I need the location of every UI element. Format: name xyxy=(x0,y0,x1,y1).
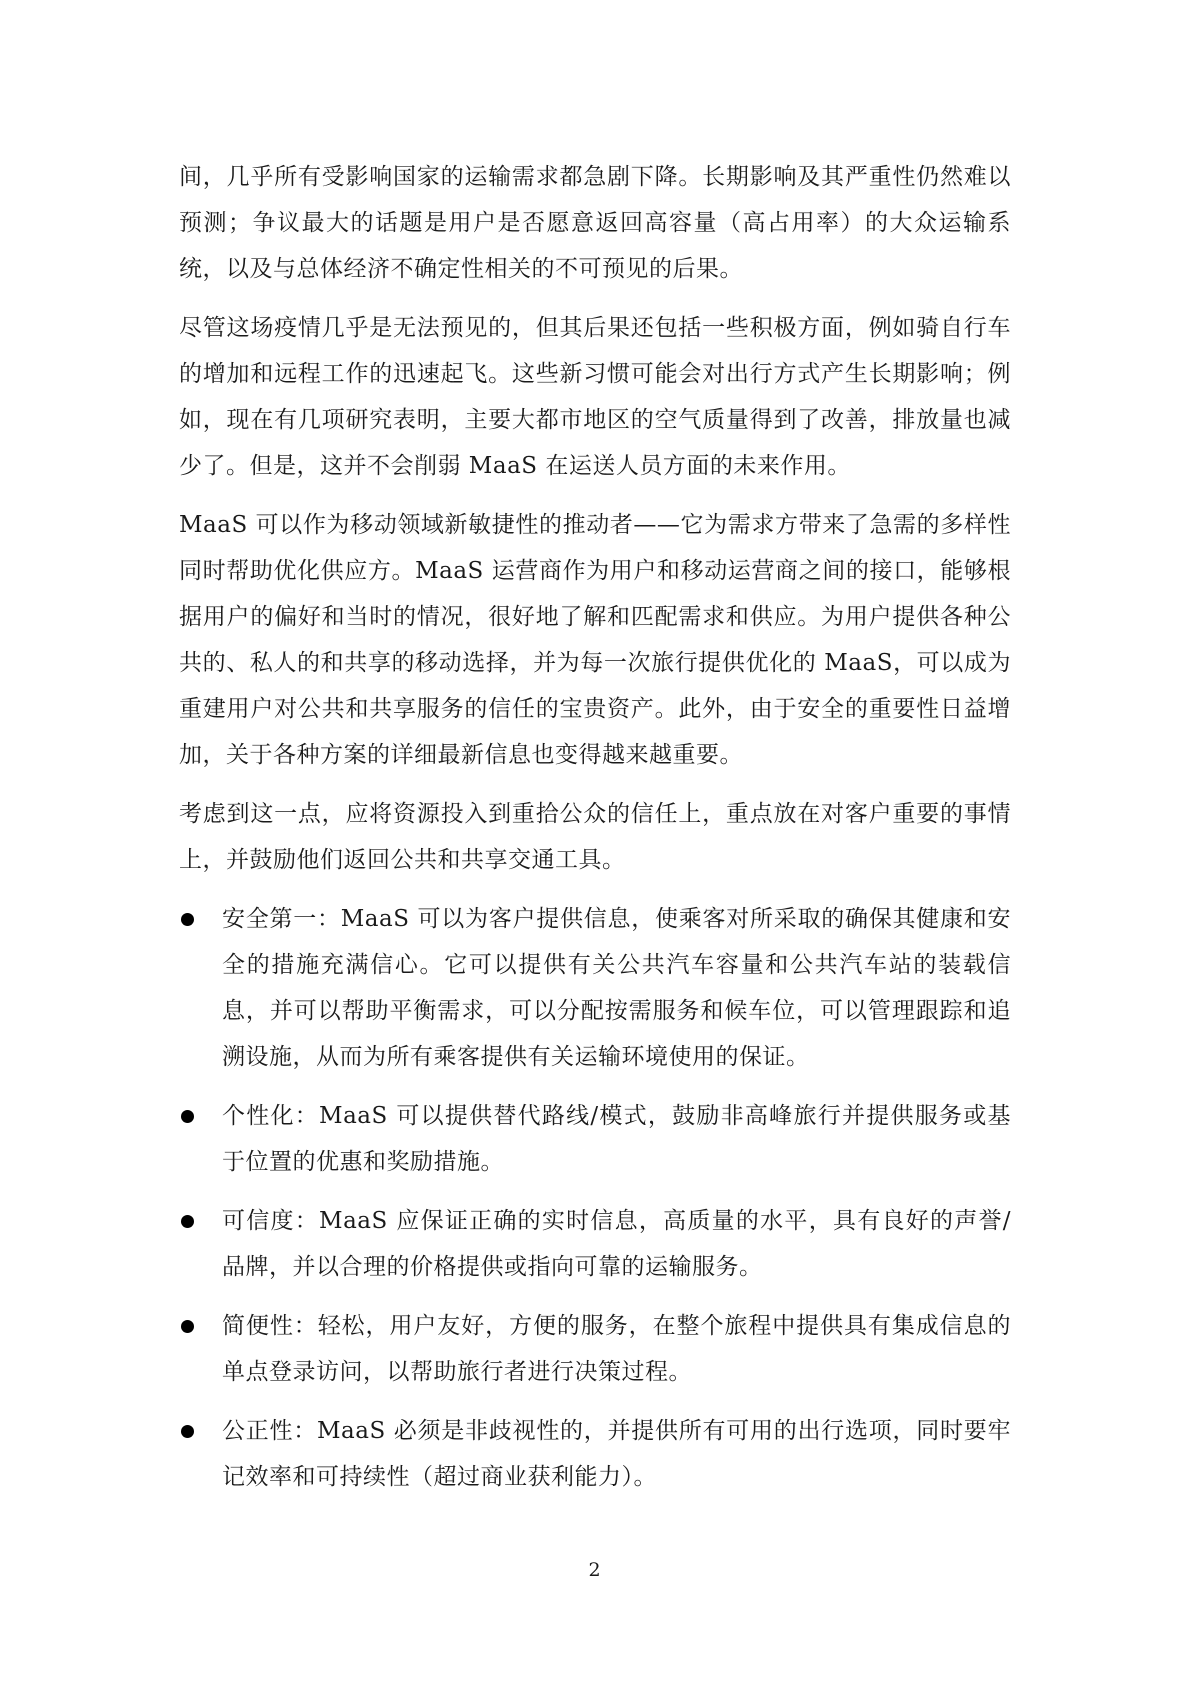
bullet-item-fairness xyxy=(179,1408,1011,1500)
bullet-item-reliability xyxy=(179,1198,1011,1290)
bullet-dot-icon xyxy=(181,1215,194,1228)
paragraph-1: 间，几乎所有受影响国家的运输需求都急剧下降。长期影响及其严重性仍然难以预测；争议最大的话题是用户是否愿意返回高容量（高占用率）的大众运输系统，以及与总体经济不确定性相关的不可预见的后果。 xyxy=(179,164,1011,282)
bullet-dot-icon xyxy=(181,1425,194,1438)
paragraph-4: 考虑到这一点，应将资源投入到重拾公众的信任上，重点放在对客户重要的事情上，并鼓励他们返回公共和共享交通工具。 xyxy=(179,801,1011,873)
bullet-text: 可信度：MaaS 应保证正确的实时信息，高质量的水平，具有良好的声誉/品牌，并以合理的价格提供或指向可靠的运输服务。 xyxy=(222,1208,1011,1280)
bullet-text: 安全第一：MaaS 可以为客户提供信息，使乘客对所采取的确保其健康和安全的措施充满信心。它可以提供有关公共汽车容量和公共汽车站的装载信息，并可以帮助平衡需求，可以分配按需服务和候车位，可以管理跟踪和追溯设施，从而为所有乘客提供有关运输环境使用的保证。 xyxy=(222,906,1011,1070)
bullet-dot-icon xyxy=(181,913,194,926)
bullet-list xyxy=(179,896,1011,1500)
bullet-item-personalization xyxy=(179,1093,1011,1185)
bullet-item-safety xyxy=(179,896,1011,1080)
page-content xyxy=(179,154,1011,1513)
paragraph-2: 尽管这场疫情几乎是无法预见的，但其后果还包括一些积极方面，例如骑自行车的增加和远程工作的迅速起飞。这些新习惯可能会对出行方式产生长期影响；例如，现在有几项研究表明，主要大都市地区的空气质量得到了改善，排放量也减少了。但是，这并不会削弱 MaaS 在运送人员方面的未来作用。 xyxy=(179,315,1011,479)
bullet-text: 公正性：MaaS 必须是非歧视性的，并提供所有可用的出行选项，同时要牢记效率和可持续性（超过商业获利能力）。 xyxy=(222,1418,1011,1490)
paragraph-3: MaaS 可以作为移动领域新敏捷性的推动者——它为需求方带来了急需的多样性同时帮助优化供应方。MaaS 运营商作为用户和移动运营商之间的接口，能够根据用户的偏好和当时的情况，很好地了解和匹配需求和供应。为用户提供各种公共的、私人的和共享的移动选择，并为每一次旅行提供优化的 MaaS，可以成为重建用户对公共和共享服务的信任的宝贵资产。此外，由于安全的重要性日益增加，关于各种方案的详细最新信息也变得越来越重要。 xyxy=(179,512,1011,768)
bullet-dot-icon xyxy=(181,1320,194,1333)
bullet-text: 个性化：MaaS 可以提供替代路线/模式，鼓励非高峰旅行并提供服务或基于位置的优惠和奖励措施。 xyxy=(222,1103,1011,1175)
bullet-item-simplicity xyxy=(179,1303,1011,1395)
page-number: 2 xyxy=(588,1559,601,1581)
bullet-dot-icon xyxy=(181,1110,194,1123)
bullet-text: 简便性：轻松，用户友好，方便的服务，在整个旅程中提供具有集成信息的单点登录访问，以帮助旅行者进行决策过程。 xyxy=(222,1313,1011,1385)
